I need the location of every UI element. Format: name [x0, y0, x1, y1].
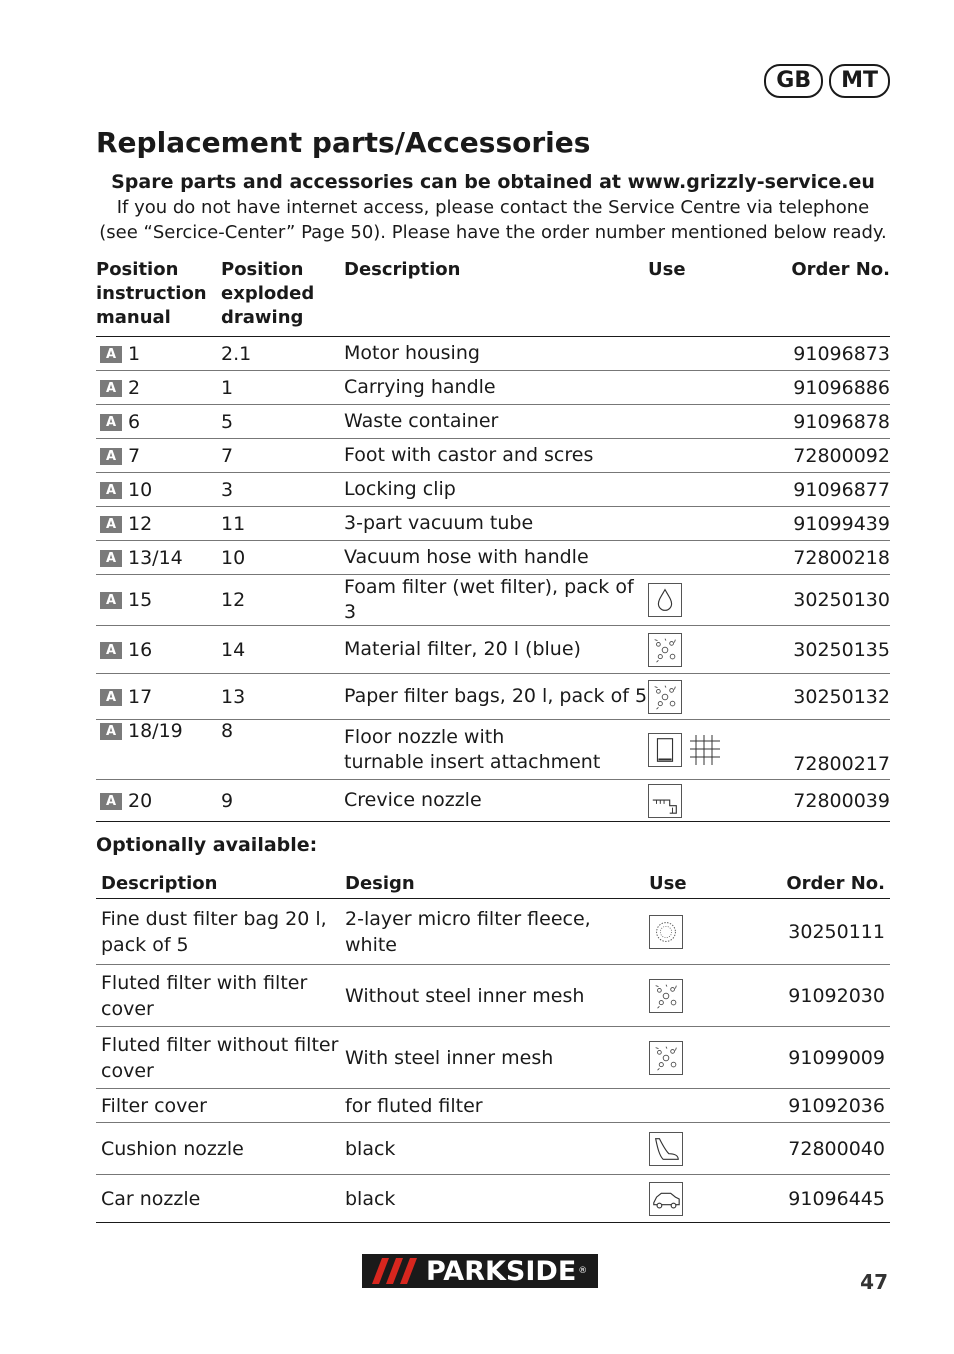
optional-description-line: Car nozzle	[101, 1187, 201, 1210]
header-position-manual: Position instruction manual	[96, 258, 221, 337]
position-number: 18/19	[128, 720, 183, 742]
exploded-position-cell: 1	[221, 371, 344, 405]
optional-order-number-cell: 91092030	[744, 965, 890, 1027]
armchair-icon	[649, 1132, 683, 1166]
parkside-logo	[362, 1254, 598, 1288]
parts-row	[96, 507, 890, 541]
use-cell	[648, 371, 748, 405]
position-number: 7	[128, 444, 141, 467]
optional-design-cell: black	[340, 1175, 644, 1223]
header-order-no: Order No.	[748, 258, 890, 337]
opt-header-use: Use	[644, 868, 744, 899]
description-line: Paper filter bags, 20 l, pack of 5	[344, 685, 648, 707]
position-number: 15	[128, 589, 153, 611]
order-number-cell: 91096886	[748, 371, 890, 405]
parts-table	[96, 258, 890, 822]
optional-description-cell	[96, 1175, 340, 1223]
water-drop-icon	[648, 583, 682, 617]
optional-header-row	[96, 868, 890, 899]
parts-position-cell	[96, 405, 221, 439]
opt-header-order-no: Order No.	[744, 868, 890, 899]
opt-header-design: Design	[340, 868, 644, 899]
exploded-position-cell: 14	[221, 626, 344, 674]
exploded-position-cell: 10	[221, 541, 344, 575]
use-cell	[648, 674, 748, 720]
description-line: Crevice nozzle	[344, 789, 482, 811]
logo-registered-mark: ®	[578, 1266, 588, 1276]
parts-position-cell	[96, 337, 221, 371]
optional-description-line-2: cover	[101, 997, 154, 1020]
parts-position-cell	[96, 575, 221, 626]
optional-row	[96, 1089, 890, 1123]
section-a-badge: A	[100, 380, 122, 397]
description-cell	[344, 575, 648, 626]
optional-table-body	[96, 899, 890, 1223]
parts-position-cell	[96, 473, 221, 507]
dry-debris-icon	[648, 633, 682, 667]
section-a-badge: A	[100, 414, 122, 431]
section-a-badge: A	[100, 592, 122, 609]
optional-order-number-cell: 91092036	[744, 1089, 890, 1123]
parts-row	[96, 626, 890, 674]
parts-row	[96, 371, 890, 405]
optional-description-line-2: pack of 5	[101, 933, 189, 956]
dry-debris-icon	[649, 1041, 683, 1075]
exploded-position-cell: 9	[221, 780, 344, 822]
description-cell	[344, 473, 648, 507]
description-cell	[344, 541, 648, 575]
header-use: Use	[648, 258, 748, 337]
optional-design-cell: black	[340, 1123, 644, 1175]
optional-row	[96, 965, 890, 1027]
parts-row	[96, 575, 890, 626]
order-number-cell: 91099439	[748, 507, 890, 541]
optional-row	[96, 899, 890, 965]
optional-design-cell: With steel inner mesh	[340, 1027, 644, 1089]
page-number: 47	[860, 1270, 888, 1294]
optional-description-line: Filter cover	[101, 1094, 207, 1117]
description-line: Material filter, 20 l (blue)	[344, 638, 581, 660]
parts-row	[96, 473, 890, 507]
intro-bold-line: Spare parts and accessories can be obtained at www.grizzly-service.eu	[111, 171, 875, 193]
order-number-cell: 72800092	[748, 439, 890, 473]
lang-badge-gb: GB	[764, 64, 823, 98]
order-number-cell: 30250132	[748, 674, 890, 720]
use-cell	[648, 405, 748, 439]
description-cell	[344, 507, 648, 541]
exploded-position-cell: 8	[221, 720, 344, 780]
position-number: 20	[128, 789, 153, 812]
use-cell	[648, 439, 748, 473]
position-number: 17	[128, 685, 153, 708]
description-cell	[344, 720, 648, 780]
parts-row	[96, 780, 890, 822]
section-a-badge: A	[100, 346, 122, 363]
description-cell	[344, 405, 648, 439]
exploded-position-cell: 12	[221, 575, 344, 626]
description-line: 3-part vacuum tube	[344, 512, 534, 534]
order-number-cell: 91096877	[748, 473, 890, 507]
use-cell	[648, 575, 748, 626]
position-number: 12	[128, 512, 153, 535]
optional-order-number-cell: 72800040	[744, 1123, 890, 1175]
description-line: Vacuum hose with handle	[344, 546, 589, 568]
order-number-cell: 91096878	[748, 405, 890, 439]
header-description: Description	[344, 258, 648, 337]
description-line: Foam filter (wet filter), pack of 3	[344, 576, 634, 623]
optional-use-cell	[644, 1123, 744, 1175]
position-number: 1	[128, 342, 141, 365]
description-cell	[344, 780, 648, 822]
optional-description-cell	[96, 1089, 340, 1123]
optional-description-cell	[96, 965, 340, 1027]
exploded-position-cell: 2.1	[221, 337, 344, 371]
section-a-badge: A	[100, 448, 122, 465]
section-a-badge: A	[100, 642, 122, 659]
exploded-position-cell: 5	[221, 405, 344, 439]
optional-use-cell	[644, 965, 744, 1027]
position-number: 2	[128, 376, 141, 399]
optional-description-line: Fluted filter with filter	[101, 971, 308, 994]
description-cell	[344, 439, 648, 473]
intro-text	[96, 170, 890, 245]
parts-position-cell	[96, 720, 221, 780]
order-number-cell: 72800217	[748, 720, 890, 780]
parts-position-cell	[96, 541, 221, 575]
position-number: 10	[128, 478, 153, 501]
page-title: Replacement parts/Accessories	[96, 126, 591, 159]
car-icon	[649, 1182, 683, 1216]
use-cell	[648, 626, 748, 674]
insert-grid-icon	[688, 733, 722, 767]
optional-design-cell: Without steel inner mesh	[340, 965, 644, 1027]
position-number: 13/14	[128, 546, 183, 569]
section-a-badge: A	[100, 723, 122, 740]
optional-description-cell	[96, 1027, 340, 1089]
logo-stripes-icon	[362, 1254, 426, 1288]
description-line: Foot with castor and scres	[344, 444, 594, 466]
optional-use-cell	[644, 1089, 744, 1123]
description-line: Waste container	[344, 410, 499, 432]
optional-description-line-2: cover	[101, 1059, 154, 1082]
use-cell	[648, 507, 748, 541]
intro-line-2: (see “Sercice-Center” Page 50). Please have the order number mentioned below ready.	[99, 222, 887, 243]
description-line: Floor nozzle with	[344, 725, 505, 748]
opt-header-description: Description	[96, 868, 340, 899]
optional-table	[96, 868, 890, 1223]
section-a-badge: A	[100, 516, 122, 533]
fine-dust-icon	[649, 915, 683, 949]
optional-description-line: Fluted filter without filter	[101, 1033, 339, 1056]
exploded-position-cell: 13	[221, 674, 344, 720]
parts-row	[96, 337, 890, 371]
optional-description-line: Fine dust filter bag 20 l,	[101, 907, 327, 930]
logo-brand-text: PARKSIDE	[426, 1255, 577, 1287]
order-number-cell: 91096873	[748, 337, 890, 371]
parts-position-cell	[96, 371, 221, 405]
header-position-drawing: Position exploded drawing	[221, 258, 344, 337]
section-a-badge: A	[100, 689, 122, 706]
exploded-position-cell: 7	[221, 439, 344, 473]
position-number: 16	[128, 638, 153, 661]
floor-nozzle-icon	[648, 733, 682, 767]
optional-row	[96, 1027, 890, 1089]
order-number-cell: 72800218	[748, 541, 890, 575]
optional-design-cell: for fluted filter	[340, 1089, 644, 1123]
parts-header-row	[96, 258, 890, 337]
parts-position-cell	[96, 507, 221, 541]
lang-badge-mt: MT	[829, 64, 890, 98]
parts-row	[96, 405, 890, 439]
optional-description-cell	[96, 1123, 340, 1175]
use-cell	[648, 541, 748, 575]
crevice-icon	[648, 784, 682, 818]
description-line: Locking clip	[344, 478, 456, 500]
optional-order-number-cell: 30250111	[744, 899, 890, 965]
optional-use-cell	[644, 1175, 744, 1223]
position-number: 6	[128, 410, 141, 433]
description-cell	[344, 337, 648, 371]
use-cell	[648, 473, 748, 507]
optional-use-cell	[644, 1027, 744, 1089]
description-line: Motor housing	[344, 342, 480, 364]
use-cell	[648, 780, 748, 822]
parts-position-cell	[96, 780, 221, 822]
description-cell	[344, 626, 648, 674]
description-line-2: turnable insert attachment	[344, 750, 601, 773]
description-cell	[344, 371, 648, 405]
parts-position-cell	[96, 439, 221, 473]
order-number-cell: 30250135	[748, 626, 890, 674]
optional-order-number-cell: 91096445	[744, 1175, 890, 1223]
parts-position-cell	[96, 674, 221, 720]
section-a-badge: A	[100, 793, 122, 810]
optional-description-line: Cushion nozzle	[101, 1137, 244, 1160]
parts-table-body	[96, 337, 890, 822]
dry-debris-icon	[649, 979, 683, 1013]
language-badges	[764, 64, 890, 98]
optional-design-cell: 2-layer micro filter fleece, white	[340, 899, 644, 965]
dry-debris-icon	[648, 680, 682, 714]
parts-row	[96, 674, 890, 720]
order-number-cell: 30250130	[748, 575, 890, 626]
parts-position-cell	[96, 626, 221, 674]
exploded-position-cell: 11	[221, 507, 344, 541]
optional-row	[96, 1175, 890, 1223]
optional-order-number-cell: 91099009	[744, 1027, 890, 1089]
section-a-badge: A	[100, 482, 122, 499]
optional-use-cell	[644, 899, 744, 965]
description-cell	[344, 674, 648, 720]
order-number-cell: 72800039	[748, 780, 890, 822]
optional-row	[96, 1123, 890, 1175]
description-line: Carrying handle	[344, 376, 496, 398]
use-cell	[648, 337, 748, 371]
intro-line-1: If you do not have internet access, please contact the Service Centre via telephone	[116, 197, 870, 218]
parts-row	[96, 541, 890, 575]
optional-label: Optionally available:	[96, 834, 318, 856]
parts-row	[96, 439, 890, 473]
exploded-position-cell: 3	[221, 473, 344, 507]
section-a-badge: A	[100, 550, 122, 567]
parts-row	[96, 720, 890, 780]
use-cell	[648, 720, 748, 780]
optional-description-cell	[96, 899, 340, 965]
